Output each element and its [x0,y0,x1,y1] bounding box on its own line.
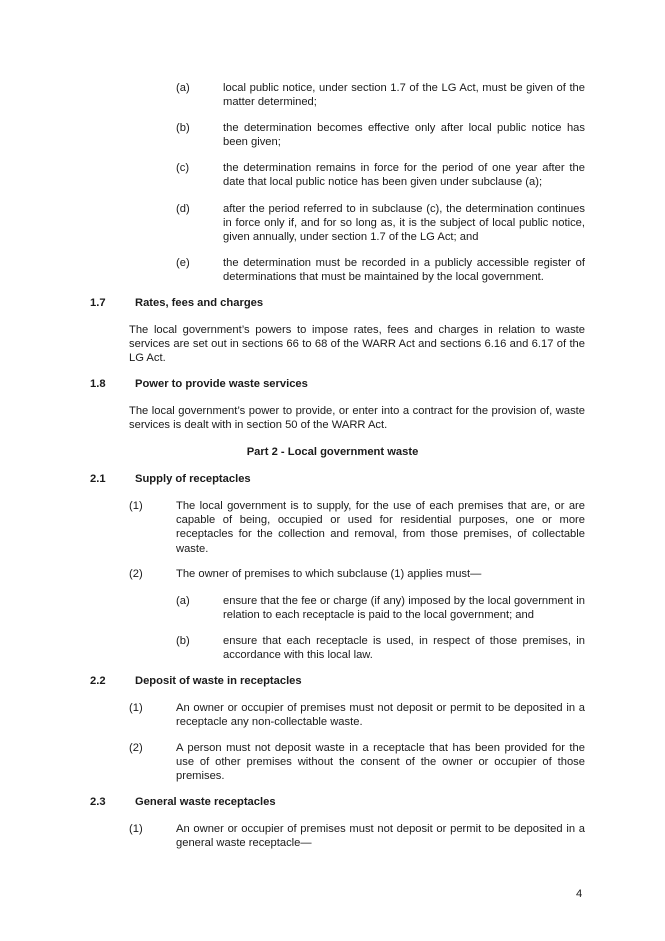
section-title: General waste receptacles [135,796,276,808]
section-title: Rates, fees and charges [135,297,264,309]
part-heading: Part 2 - Local government waste [246,446,419,458]
item-text: after the period referred to in subclause (c), the determination continues in force only if, and for so long as, it is the subject of local public notice, given annually, under section 1.7 of the LG Act; and [223,203,585,244]
item-text: the determination remains in force for the period of one year after the date that local public notice has been given under subclause (a); [223,162,585,189]
subclause-text: A person must not deposit waste in a receptacle that has been provided for the use of other premises without the consent of the owner or occupier of those premises. [176,742,585,783]
section-body: The local government’s powers to impose rates, fees and charges in relation to waste services are set out in sections 66 to 68 of the WARR Act and sections 6.16 and 6.17 of the LG Act. [129,324,585,365]
item-label: (a) [176,595,190,607]
section-number: 2.2 [90,675,106,687]
page-number: 4 [576,888,583,900]
section-number: 1.7 [90,297,106,309]
subclause-text: The owner of premises to which subclause (1) applies must— [176,568,482,580]
subclause-label: (1) [129,500,143,512]
subclause-label: (2) [129,568,143,580]
item-text: ensure that the fee or charge (if any) imposed by the local government in relation to each receptacle is paid to the local government; and [223,595,585,622]
subclause-text: The local government is to supply, for the use of each premises that are, or are capable of being, occupied or used for residential purposes, one or more receptacles for the collection and removal, from those premises, of collectable waste. [176,500,585,555]
item-label: (c) [176,162,190,174]
item-label: (a) [176,82,190,94]
section-body: The local government’s power to provide, or enter into a contract for the provision of, waste services is dealt with in section 50 of the WARR Act. [129,405,585,432]
item-label: (d) [176,203,190,215]
subclause-text: An owner or occupier of premises must not deposit or permit to be deposited in a receptacle any non-collectable waste. [176,702,585,729]
item-text: local public notice, under section 1.7 of the LG Act, must be given of the matter determined; [223,82,585,109]
item-text: ensure that each receptacle is used, in respect of those premises, in accordance with this local law. [223,635,585,662]
item-text: the determination must be recorded in a publicly accessible register of determinations that must be maintained by the local government. [223,257,585,284]
item-label: (e) [176,257,190,269]
subclause-label: (1) [129,702,143,714]
item-text: the determination becomes effective only after local public notice has been given; [223,122,585,149]
section-number: 1.8 [90,378,106,390]
subclause-label: (2) [129,742,143,754]
subclause-label: (1) [129,823,143,835]
subclause-text: An owner or occupier of premises must not deposit or permit to be deposited in a general waste receptacle— [176,823,585,850]
section-title: Supply of receptacles [135,473,251,485]
section-title: Power to provide waste services [135,378,308,390]
section-number: 2.3 [90,796,106,808]
item-label: (b) [176,122,190,134]
section-number: 2.1 [90,473,106,485]
item-label: (b) [176,635,190,647]
section-title: Deposit of waste in receptacles [135,675,302,687]
